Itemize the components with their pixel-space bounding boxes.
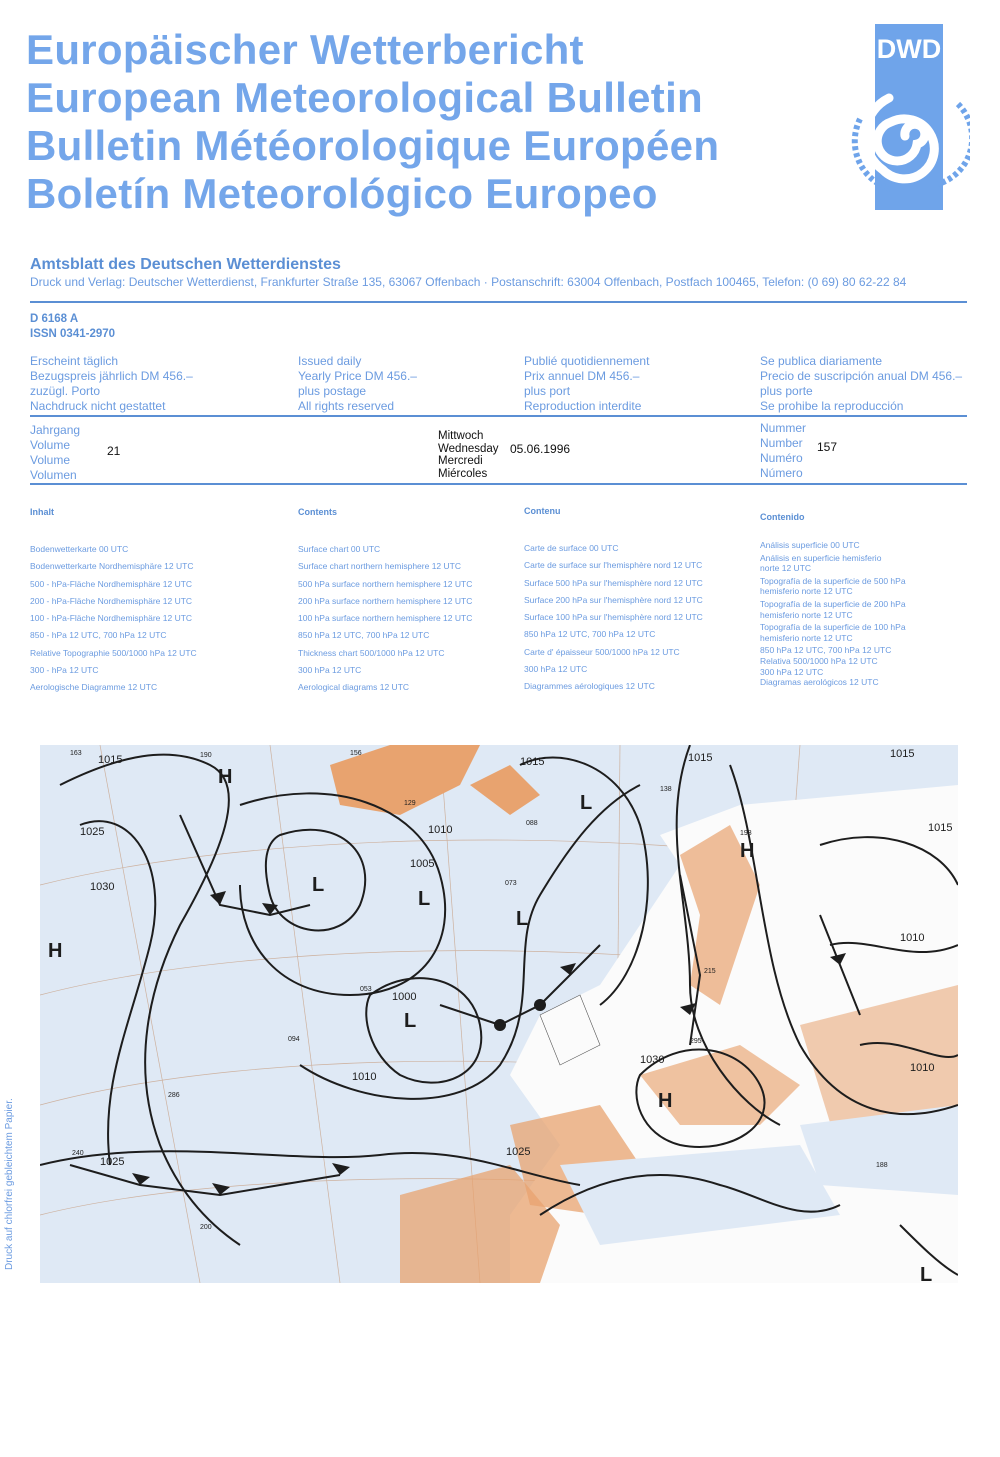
issue-date: 05.06.1996	[510, 442, 571, 456]
contents-list-fr	[524, 540, 703, 696]
station-value: 088	[526, 820, 538, 827]
station-value: 073	[505, 880, 517, 887]
pub-en-line: Issued daily	[298, 354, 362, 368]
pub-en-line: Yearly Price DM 456.–	[298, 369, 417, 383]
isobar-label: 1010	[428, 824, 453, 836]
contents-heading-en: Contents	[298, 507, 337, 517]
isobar-label: 1030	[90, 881, 115, 893]
contents-item: Análisis en superficie hemisferio	[760, 552, 882, 563]
dwd-logo	[820, 24, 970, 214]
station-value: 295	[690, 1038, 702, 1045]
volume-label: Volume	[30, 453, 71, 467]
number-label: Número	[760, 466, 803, 480]
identifiers	[30, 312, 115, 342]
pub-fr-line: Prix annuel DM 456.–	[524, 369, 640, 383]
pub-es-line: Precio de suscripción anual DM 456.–	[760, 369, 963, 383]
number-labels	[760, 421, 806, 481]
volume-label: Volumen	[30, 468, 77, 482]
contents-item: Diagrammes aérologiques 12 UTC	[524, 681, 655, 692]
printing-note: Druck auf chlorfrei gebleichtem Papier.	[4, 1098, 15, 1270]
volume-labels	[30, 423, 80, 483]
station-value: 053	[360, 986, 372, 993]
publication-info-en	[298, 354, 417, 414]
contents-item: 300 hPa 12 UTC	[760, 666, 824, 677]
title-german: Europäischer Wetterbericht	[26, 26, 584, 73]
contents-item: Surface chart 00 UTC	[298, 544, 381, 554]
divider-top	[30, 301, 967, 303]
publication-info-de	[30, 354, 193, 414]
imprint-line: Druck und Verlag: Deutscher Wetterdienst, Frankfurter Straße 135, 63067 Offenbach · Postanschrift: 63004 Offenbach, Postfach 100465, Telefon: (0 69) 80 62-22 84	[30, 275, 907, 289]
low-pressure-center: L	[516, 908, 529, 930]
contents-item: Análisis superficie 00 UTC	[760, 540, 860, 550]
high-pressure-center: H	[48, 940, 63, 962]
weather-map-canvas	[40, 745, 958, 1283]
contents-item: 850 hPa 12 UTC, 700 hPa 12 UTC	[298, 630, 430, 641]
isobar-label: 1015	[688, 752, 713, 764]
publisher-heading: Amtsblatt des Deutschen Wetterdienstes	[30, 256, 341, 273]
station-value: 240	[72, 1150, 84, 1157]
station-value: 215	[704, 968, 716, 975]
contents-list-es	[760, 540, 906, 688]
isobar-label: 1015	[520, 756, 545, 768]
isobar-label: 1000	[392, 991, 417, 1003]
surface-weather-map	[40, 745, 958, 1283]
isobar-label: 1025	[80, 826, 105, 838]
contents-heading-fr: Contenu	[524, 506, 561, 516]
station-value: 188	[876, 1162, 888, 1169]
number-label: Number	[760, 436, 803, 450]
weekday-label: Mercredi	[438, 455, 483, 467]
title-english: European Meteorological Bulletin	[26, 74, 704, 121]
contents-item: Relativa 500/1000 hPa 12 UTC	[760, 655, 878, 666]
contents-item: Bodenwetterkarte Nordhemisphäre 12 UTC	[30, 561, 194, 572]
isobar-label: 1025	[506, 1146, 531, 1158]
contents-item: 500 - hPa-Fläche Nordhemisphäre 12 UTC	[30, 578, 193, 589]
station-value: 094	[288, 1036, 300, 1043]
volume-label: Volume	[30, 438, 71, 452]
pub-de-line: Nachdruck nicht gestattet	[30, 399, 166, 413]
weekday-label: Miércoles	[438, 467, 488, 480]
contents-item: 100 hPa surface northern hemisphere 12 UTC	[298, 613, 473, 624]
title-french: Bulletin Météorologique Européen	[26, 122, 720, 169]
isobar-label: 1005	[410, 858, 435, 870]
number-label: Nummer	[760, 421, 807, 435]
contents-heading-de: Inhalt	[30, 507, 54, 517]
station-value: 138	[660, 786, 672, 793]
pub-es-line: Se publica diariamente	[760, 354, 883, 368]
issn: ISSN 0341-2970	[30, 328, 116, 340]
contents-item: hemisferio norte 12 UTC	[760, 609, 853, 620]
weekday-label: Mittwoch	[438, 430, 484, 442]
warm-front-semicircle	[494, 1019, 506, 1031]
high-pressure-center: H	[658, 1090, 673, 1112]
contents-item: Diagramas aerológicos 12 UTC	[760, 677, 879, 688]
contents-item: Aerologische Diagramme 12 UTC	[30, 682, 158, 693]
low-pressure-center: L	[312, 874, 325, 896]
contents-heading-es: Contenido	[760, 512, 805, 522]
contents-item: 850 hPa 12 UTC, 700 hPa 12 UTC	[760, 645, 892, 656]
pub-es-line: plus porte	[760, 384, 813, 398]
pub-fr-line: Reproduction interdite	[524, 399, 642, 413]
station-value: 190	[200, 752, 212, 759]
contents-item: 200 - hPa-Fläche Nordhemisphäre 12 UTC	[30, 595, 193, 606]
weekday-label: Wednesday	[438, 442, 499, 455]
low-pressure-center: L	[580, 792, 593, 814]
isobar-label: 1015	[890, 748, 915, 760]
high-pressure-center: H	[218, 766, 233, 788]
low-pressure-center: L	[418, 888, 431, 910]
title-spanish: Boletín Meteorológico Europeo	[26, 170, 658, 217]
contents-item: Thickness chart 500/1000 hPa 12 UTC	[298, 647, 445, 658]
pub-es-line: Se prohibe la reproducción	[760, 399, 904, 413]
pub-fr-line: Publié quotidiennement	[524, 354, 650, 368]
high-pressure-center: H	[740, 840, 755, 862]
weekday-block	[438, 430, 499, 480]
publication-info-fr	[524, 354, 649, 414]
contents-item: Relative Topographie 500/1000 hPa 12 UTC	[30, 647, 197, 658]
logo-text: DWD	[876, 34, 942, 64]
pub-en-line: All rights reserved	[298, 399, 395, 413]
contents-item: 500 hPa surface northern hemisphere 12 UTC	[298, 578, 473, 589]
divider-middle	[30, 415, 967, 417]
contents-item: Bodenwetterkarte 00 UTC	[30, 544, 129, 554]
low-pressure-center: L	[404, 1010, 417, 1032]
contents-item: Topografía de la superficie de 200 hPa	[760, 598, 906, 609]
contents-item: Surface 500 hPa sur l'hemisphère nord 12 UTC	[524, 577, 703, 588]
isobar-label: 1010	[910, 1062, 935, 1074]
low-pressure-center: L	[920, 1264, 933, 1283]
contents-item: Topografía de la superficie de 100 hPa	[760, 622, 906, 633]
contents-item: Surface 200 hPa sur l'hemisphère nord 12 UTC	[524, 594, 703, 605]
pub-de-line: Bezugspreis jährlich DM 456.–	[30, 369, 193, 383]
contents-item: Aerological diagrams 12 UTC	[298, 682, 410, 693]
contents-item: 100 - hPa-Fläche Nordhemisphäre 12 UTC	[30, 613, 193, 624]
volume-label: Jahrgang	[30, 423, 81, 437]
contents-item: Carte de surface sur l'hemisphère nord 12 UTC	[524, 560, 703, 571]
station-value: 200	[200, 1224, 212, 1231]
number-label: Numéro	[760, 451, 803, 465]
contents-item: Surface 100 hPa sur l'hemisphère nord 12 UTC	[524, 612, 703, 623]
contents-item: hemisferio norte 12 UTC	[760, 586, 853, 597]
contents-item: 300 - hPa 12 UTC	[30, 665, 99, 676]
contents-item: 300 hPa 12 UTC	[298, 665, 362, 676]
pub-de-line: zuzügl. Porto	[30, 384, 101, 398]
contents-item: norte 12 UTC	[760, 563, 812, 574]
pub-fr-line: plus port	[524, 384, 571, 398]
publication-info-es	[760, 354, 962, 414]
title-block	[26, 26, 719, 218]
warm-front-semicircle	[534, 999, 546, 1011]
station-value: 198	[740, 830, 752, 837]
isobar-label: 1010	[352, 1071, 377, 1083]
station-value: 163	[70, 750, 82, 757]
pub-de-line: Erscheint täglich	[30, 354, 119, 368]
pub-en-line: plus postage	[298, 384, 367, 398]
contents-item: Carte d' épaisseur 500/1000 hPa 12 UTC	[524, 646, 680, 657]
publication-code: D 6168 A	[30, 313, 79, 325]
contents-item: 850 - hPa 12 UTC, 700 hPa 12 UTC	[30, 630, 167, 641]
isobar-label: 1030	[640, 1054, 665, 1066]
contents-list-de	[30, 541, 197, 697]
issue-number: 157	[817, 440, 838, 454]
station-value: 129	[404, 800, 416, 807]
isobar-label: 1015	[928, 822, 953, 834]
contents-item: Topografía de la superficie de 500 hPa	[760, 575, 906, 586]
isobar-label: 1015	[98, 754, 123, 766]
station-value: 156	[350, 750, 362, 757]
contents-item: 200 hPa surface northern hemisphere 12 UTC	[298, 595, 473, 606]
divider-bottom	[30, 483, 967, 485]
contents-item: Surface chart northern hemisphere 12 UTC	[298, 561, 461, 572]
volume-value: 21	[107, 444, 121, 458]
contents-item: 300 hPa 12 UTC	[524, 664, 588, 675]
contents-item: Carte de surface 00 UTC	[524, 543, 619, 553]
station-value: 286	[168, 1092, 180, 1099]
isobar-label: 1025	[100, 1156, 125, 1168]
contents-item: hemisferio norte 12 UTC	[760, 632, 853, 643]
contents-item: 850 hPa 12 UTC, 700 hPa 12 UTC	[524, 629, 656, 640]
isobar-label: 1010	[900, 932, 925, 944]
contents-list-en	[298, 541, 472, 697]
